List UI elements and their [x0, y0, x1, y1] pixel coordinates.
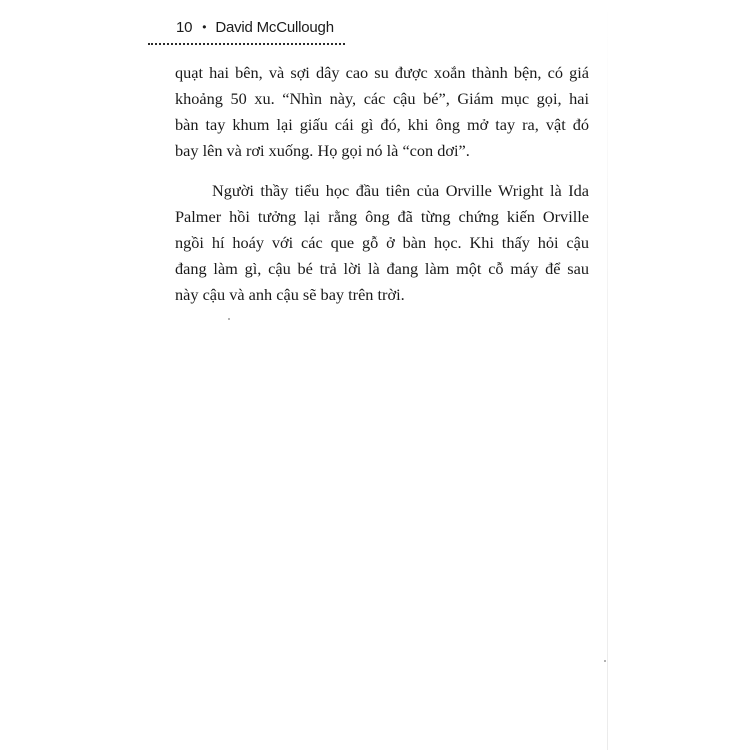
- page-number: 10: [176, 19, 193, 36]
- header-dotted-rule: [148, 43, 345, 45]
- paragraph-1: [175, 60, 589, 164]
- paragraph-2-line-1: Người thầy tiểu học đầu tiên của Orville Wright là Ida: [212, 181, 589, 200]
- running-head: [176, 19, 334, 36]
- header-bullet: •: [202, 20, 207, 34]
- scan-speck: [604, 660, 606, 662]
- paragraph-1-line-1: quạt hai bên, và sợi dây cao su được xoắn thành bện, có giá: [175, 63, 589, 82]
- paragraph-2-line-2: Palmer hồi tưởng lại rằng ông đã từng chứng kiến Orville: [175, 207, 589, 226]
- scan-speck: [228, 318, 230, 320]
- body-text: [175, 60, 589, 308]
- paragraph-2-line-4: đang làm gì, cậu bé trả lời là đang làm một cỗ máy để sau: [175, 259, 589, 278]
- paragraph-2-line-5: này cậu và anh cậu sẽ bay trên trời.: [175, 285, 405, 304]
- paragraph-1-line-4: bay lên và rơi xuống. Họ gọi nó là “con dơi”.: [175, 141, 470, 160]
- running-head-author: David McCullough: [215, 19, 334, 36]
- paragraph-1-line-3: bàn tay khum lại giấu cái gì đó, khi ông mở tay ra, vật đó: [175, 115, 589, 134]
- paragraph-2-line-3: ngồi hí hoáy với các que gỗ ở bàn học. Khi thấy hỏi cậu: [175, 233, 589, 252]
- page-edge-shadow: [607, 0, 608, 750]
- paragraph-2: [175, 178, 589, 308]
- paragraph-1-line-2: khoảng 50 xu. “Nhìn này, các cậu bé”, Giám mục gọi, hai: [175, 89, 589, 108]
